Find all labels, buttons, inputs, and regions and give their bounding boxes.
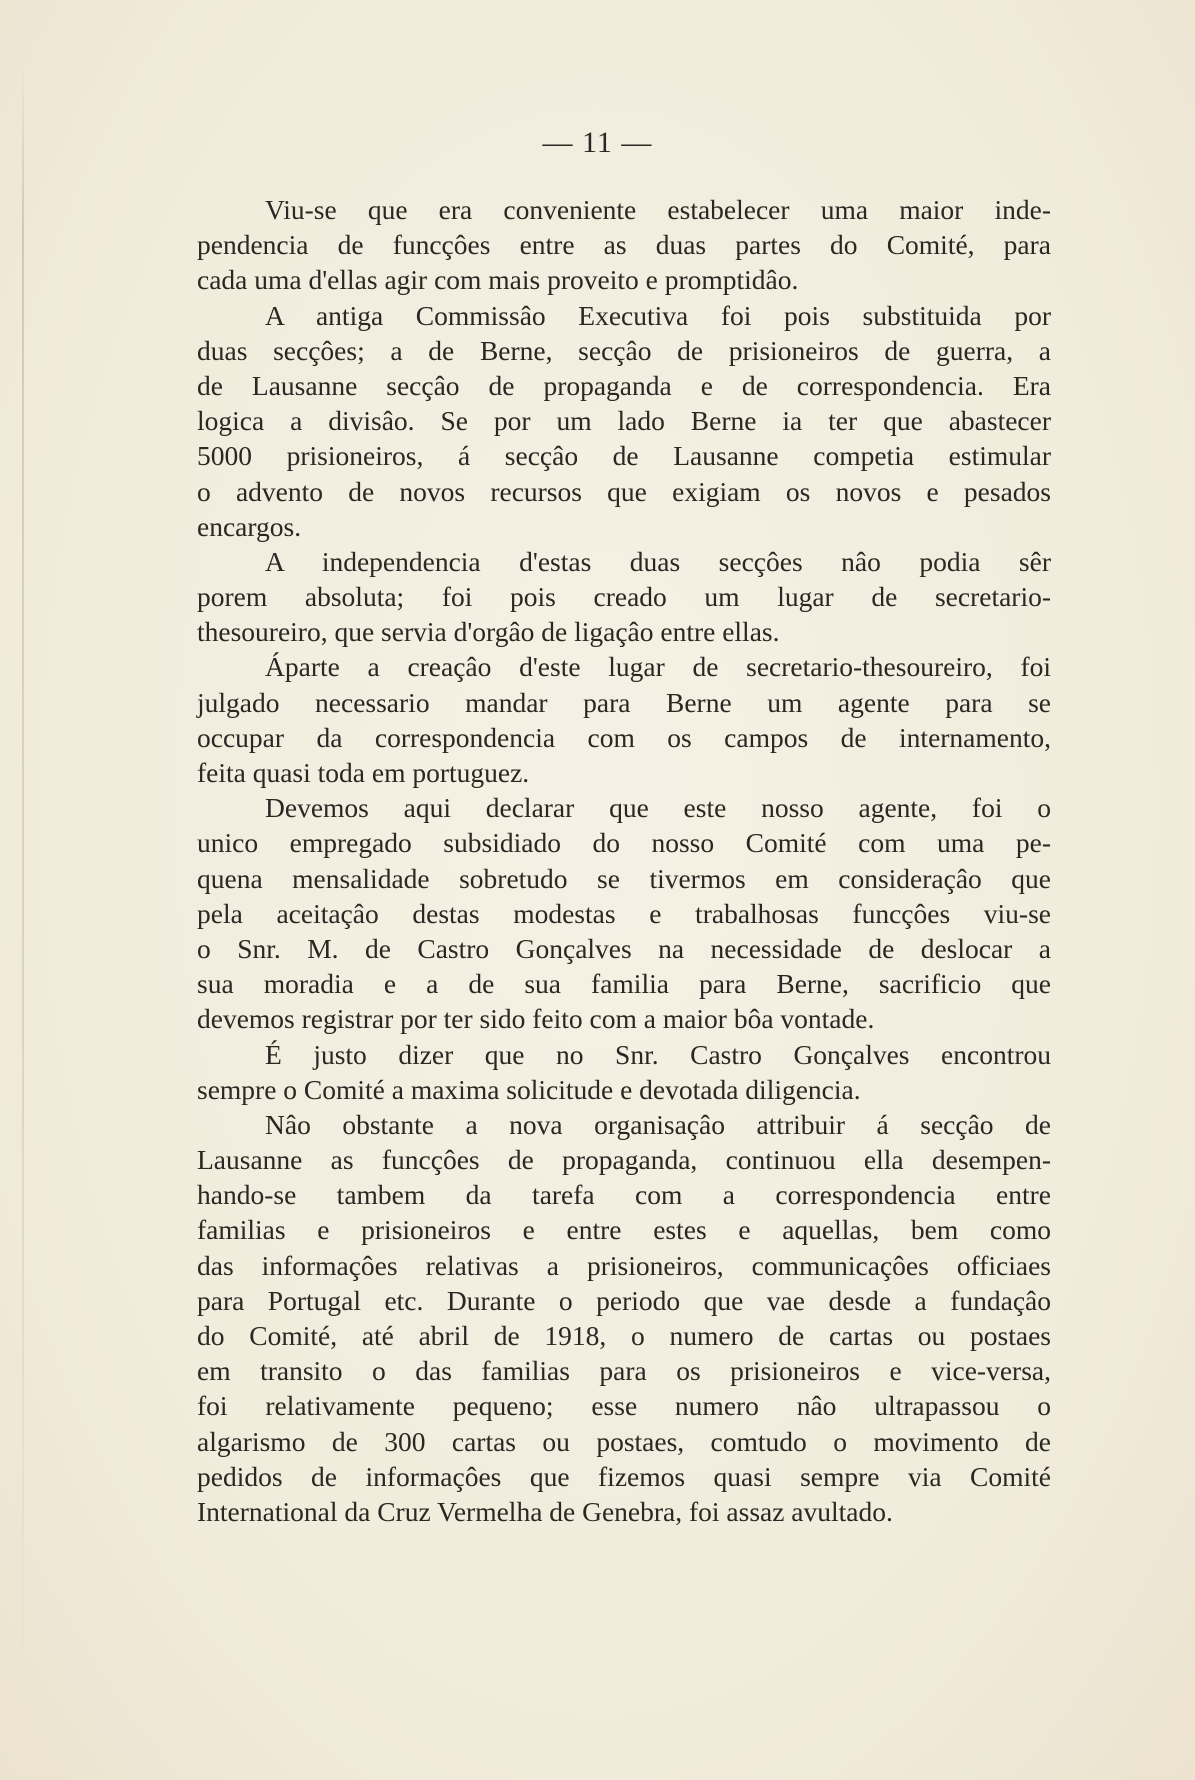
body-text — [197, 192, 1051, 1529]
text-line: occupar da correspondencia com os campos de internamento, — [197, 721, 1051, 753]
text-line: A independencia d'estas duas secçôes nâo podia sêr — [265, 545, 1051, 577]
text-line: feita quasi toda em portuguez. — [197, 757, 530, 788]
text-line: Áparte a creaçâo d'este lugar de secretario-thesoureiro, foi — [265, 651, 1051, 683]
text-line: pela aceitaçâo destas modestas e trabalhosas funcçôes viu-se — [197, 897, 1051, 929]
text-line: encargos. — [197, 510, 302, 542]
text-line: hando-se tambem da tarefa com a correspondencia entre — [197, 1179, 1051, 1211]
text-line: foi relativamente pequeno; esse numero nâo ultrapassou o — [197, 1390, 1051, 1422]
text-line: cada uma d'ellas agir com mais proveito e promptidâo. — [197, 264, 799, 296]
text-line: pendencia de funcçôes entre as duas partes do Comité, para — [197, 229, 1051, 261]
text-line: duas secçôes; a de Berne, secçâo de prisioneiros de guerra, a — [197, 334, 1051, 366]
text-line: julgado necessario mandar para Berne um agente para se — [197, 686, 1051, 718]
text-line: Viu-se que era conveniente estabelecer uma maior inde- — [265, 194, 1051, 225]
text-line: thesoureiro, que servia d'orgâo de ligaçâo entre ellas. — [197, 616, 780, 648]
text-line: das informaçôes relativas a prisioneiros, communicaçôes officiaes — [197, 1249, 1051, 1281]
text-line: É justo dizer que no Snr. Castro Gonçalves encontrou — [265, 1038, 1051, 1070]
text-line: para Portugal etc. Durante o periodo que vae desde a fundaçâo — [197, 1284, 1051, 1316]
text-line: Lausanne as funcçôes de propaganda, continuou ella desempen- — [197, 1144, 1051, 1176]
text-line: 5000 prisioneiros, á secçâo de Lausanne competia estimular — [197, 440, 1051, 472]
text-line: familias e prisioneiros e entre estes e aquellas, bem como — [197, 1214, 1051, 1246]
text-line: International da Cruz Vermelha de Genebra, foi assaz avultado. — [197, 1495, 893, 1527]
binding-edge-shadow — [22, 60, 24, 1710]
text-line: quena mensalidade sobretudo se tivermos em consideraçâo que — [197, 862, 1051, 894]
text-line: sua moradia e a de sua familia para Berne, sacrificio que — [197, 968, 1051, 1000]
text-line: sempre o Comité a maxima solicitude e devotada diligencia. — [197, 1073, 861, 1105]
text-line: de Lausanne secçâo de propaganda e de correspondencia. Era — [197, 369, 1051, 401]
text-line: em transito o das familias para os prisioneiros e vice-versa, — [197, 1355, 1051, 1387]
text-line: logica a divisâo. Se por um lado Berne ia ter que abastecer — [197, 405, 1051, 437]
text-line: algarismo de 300 cartas ou postaes, comtudo o movimento de — [197, 1425, 1051, 1457]
text-line: A antiga Commissâo Executiva foi pois substituida por — [265, 299, 1051, 331]
text-line: devemos registrar por ter sido feito com a maior bôa vontade. — [197, 1003, 875, 1035]
text-line: do Comité, até abril de 1918, o numero de cartas ou postaes — [197, 1320, 1051, 1351]
text-line: Nâo obstante a nova organisaçâo attribuir á secçâo de — [265, 1108, 1051, 1140]
text-line: o advento de novos recursos que exigiam os novos e pesados — [197, 475, 1051, 507]
text-line: pedidos de informaçôes que fizemos quasi sempre via Comité — [197, 1460, 1051, 1492]
text-line: o Snr. M. de Castro Gonçalves na necessidade de deslocar a — [197, 932, 1051, 964]
text-line: Devemos aqui declarar que este nosso agente, foi o — [265, 792, 1051, 824]
text-line: unico empregado subsidiado do nosso Comité com uma pe- — [197, 827, 1051, 859]
page-number: — 11 — — [542, 126, 653, 159]
text-line: porem absoluta; foi pois creado um lugar de secretario- — [197, 581, 1051, 613]
